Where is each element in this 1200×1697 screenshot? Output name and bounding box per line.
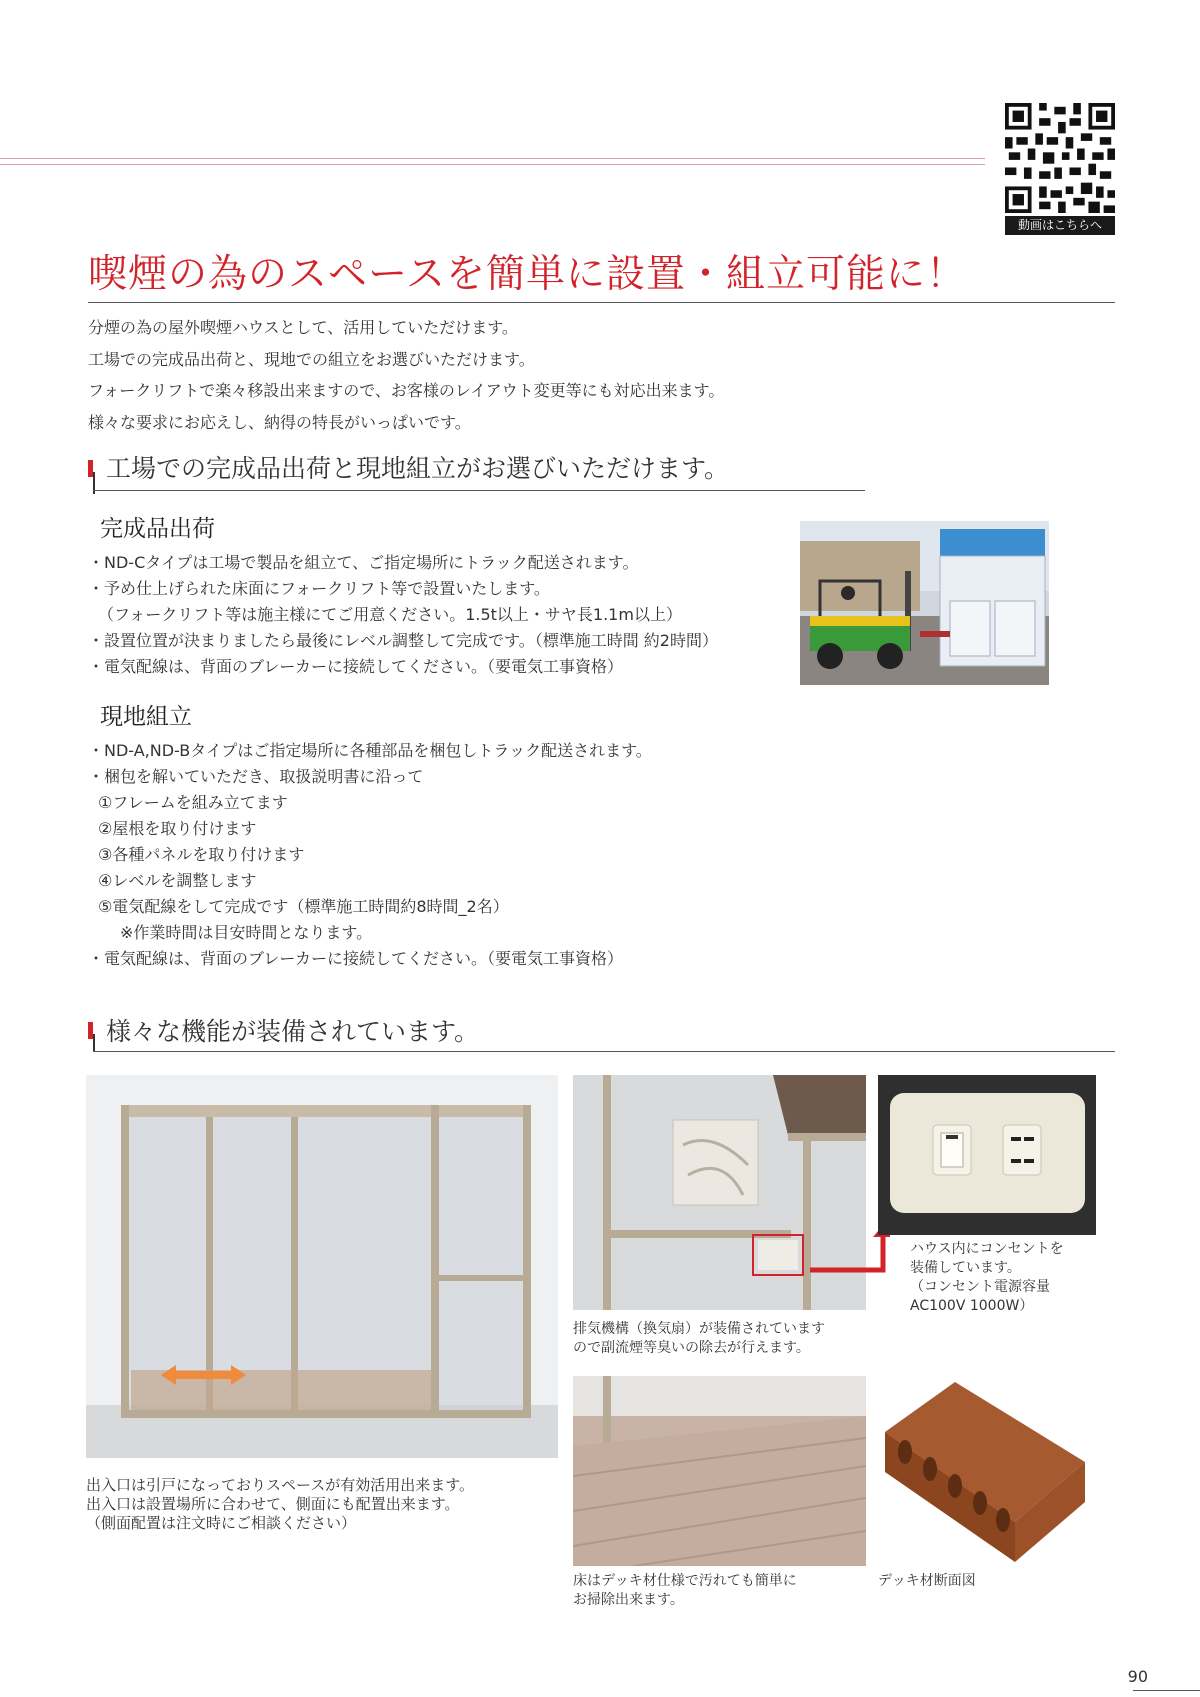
shipping-title: 完成品出荷 — [100, 516, 215, 542]
caption-line: 出入口は設置場所に合わせて、側面にも配置出来ます。 — [86, 1495, 460, 1513]
page-title: 喫煙の為のスペースを簡単に設置・組立可能に！ — [88, 252, 967, 297]
list-item: ・梱包を解いていただき、取扱説明書に沿って — [88, 767, 424, 786]
qr-caption: 動画はこちらへ — [1005, 216, 1115, 235]
deck-caption: デッキ材断面図 — [878, 1573, 976, 1589]
section1-title: 工場での完成品出荷と現地組立がお選びいただけます。 — [106, 454, 730, 483]
list-item: ・ND-Cタイプは工場で製品を組立て、ご指定場所にトラック配送されます。 — [88, 553, 639, 572]
fan-caption — [573, 1320, 825, 1358]
caption-line: AC100V 1000W） — [910, 1298, 1034, 1314]
page-number: 90 — [1127, 1667, 1148, 1686]
outlet-photo — [878, 1075, 1096, 1235]
caption-line: （コンセント電源容量 — [910, 1279, 1050, 1295]
house-caption — [86, 1476, 474, 1533]
intro-line: フォークリフトで楽々移設出来ますので、お客様のレイアウト変更等にも対応出来ます。 — [88, 381, 725, 400]
list-item: ・予め仕上げられた床面にフォークリフト等で設置いたします。 — [88, 579, 550, 598]
intro-line: 工場での完成品出荷と、現地での組立をお選びいただけます。 — [88, 349, 535, 369]
caption-line: ので副流煙等臭いの除去が行えます。 — [573, 1340, 810, 1356]
list-item: ・電気配線は、背面のブレーカーに接続してください。（要電気工事資格） — [88, 949, 624, 968]
caption-line: 床はデッキ材仕様で汚れても簡単に — [573, 1573, 797, 1589]
caption-line: 装備しています。 — [910, 1260, 1021, 1276]
section2-rule — [93, 1051, 1115, 1052]
section1-rule — [93, 490, 865, 491]
list-item: ③各種パネルを取り付けます — [98, 845, 305, 864]
header-rule-bottom — [0, 164, 985, 165]
caption-line: 排気機構（換気扇）が装備されています — [573, 1321, 825, 1337]
section-marker-stem — [93, 1034, 95, 1052]
caption-line: 出入口は引戸になっておりスペースが有効活用出来ます。 — [86, 1476, 475, 1494]
smoking-house-photo — [86, 1075, 558, 1458]
page-number-rule — [1133, 1690, 1200, 1691]
intro-line: 分煙の為の屋外喫煙ハウスとして、活用していただけます。 — [88, 318, 518, 337]
intro-text — [88, 312, 1088, 438]
header-rule-top — [0, 158, 985, 159]
list-item: （フォークリフト等は施主様にてご用意ください。1.5t以上・サヤ長1.1m以上） — [98, 605, 682, 624]
list-item: ※作業時間は目安時間となります。 — [120, 923, 373, 942]
list-item: ①フレームを組み立てます — [98, 793, 288, 812]
outlet-caption — [910, 1240, 1064, 1316]
onsite-list — [88, 738, 652, 972]
forklift-photo — [800, 521, 1049, 685]
list-item: ②屋根を取り付けます — [98, 819, 257, 838]
intro-line: 様々な要求にお応えし、納得の特長がいっぱいです。 — [88, 412, 471, 432]
list-item: ⑤電気配線をして完成です（標準施工時間約8時間_2名） — [98, 897, 509, 916]
section2-title: 様々な機能が装備されています。 — [106, 1017, 480, 1046]
caption-line: お掃除出来ます。 — [573, 1592, 684, 1608]
deck-cross-section-image — [875, 1372, 1096, 1568]
floor-caption — [573, 1572, 797, 1610]
title-rule — [88, 302, 1115, 303]
qr-code[interactable] — [1005, 103, 1115, 213]
shipping-list — [88, 550, 718, 680]
caption-line: （側面配置は注文時にご相談ください） — [86, 1514, 357, 1532]
list-item: ④レベルを調整します — [98, 871, 257, 890]
onsite-title: 現地組立 — [100, 704, 192, 730]
caption-line: ハウス内にコンセントを — [910, 1241, 1064, 1257]
list-item: ・ND-A,ND-Bタイプはご指定場所に各種部品を梱包しトラック配送されます。 — [88, 741, 652, 760]
list-item: ・設置位置が決まりましたら最後にレベル調整して完成です。（標準施工時間 約2時間） — [88, 631, 718, 650]
list-item: ・電気配線は、背面のブレーカーに接続してください。（要電気工事資格） — [88, 657, 624, 676]
deck-floor-photo — [573, 1376, 866, 1566]
